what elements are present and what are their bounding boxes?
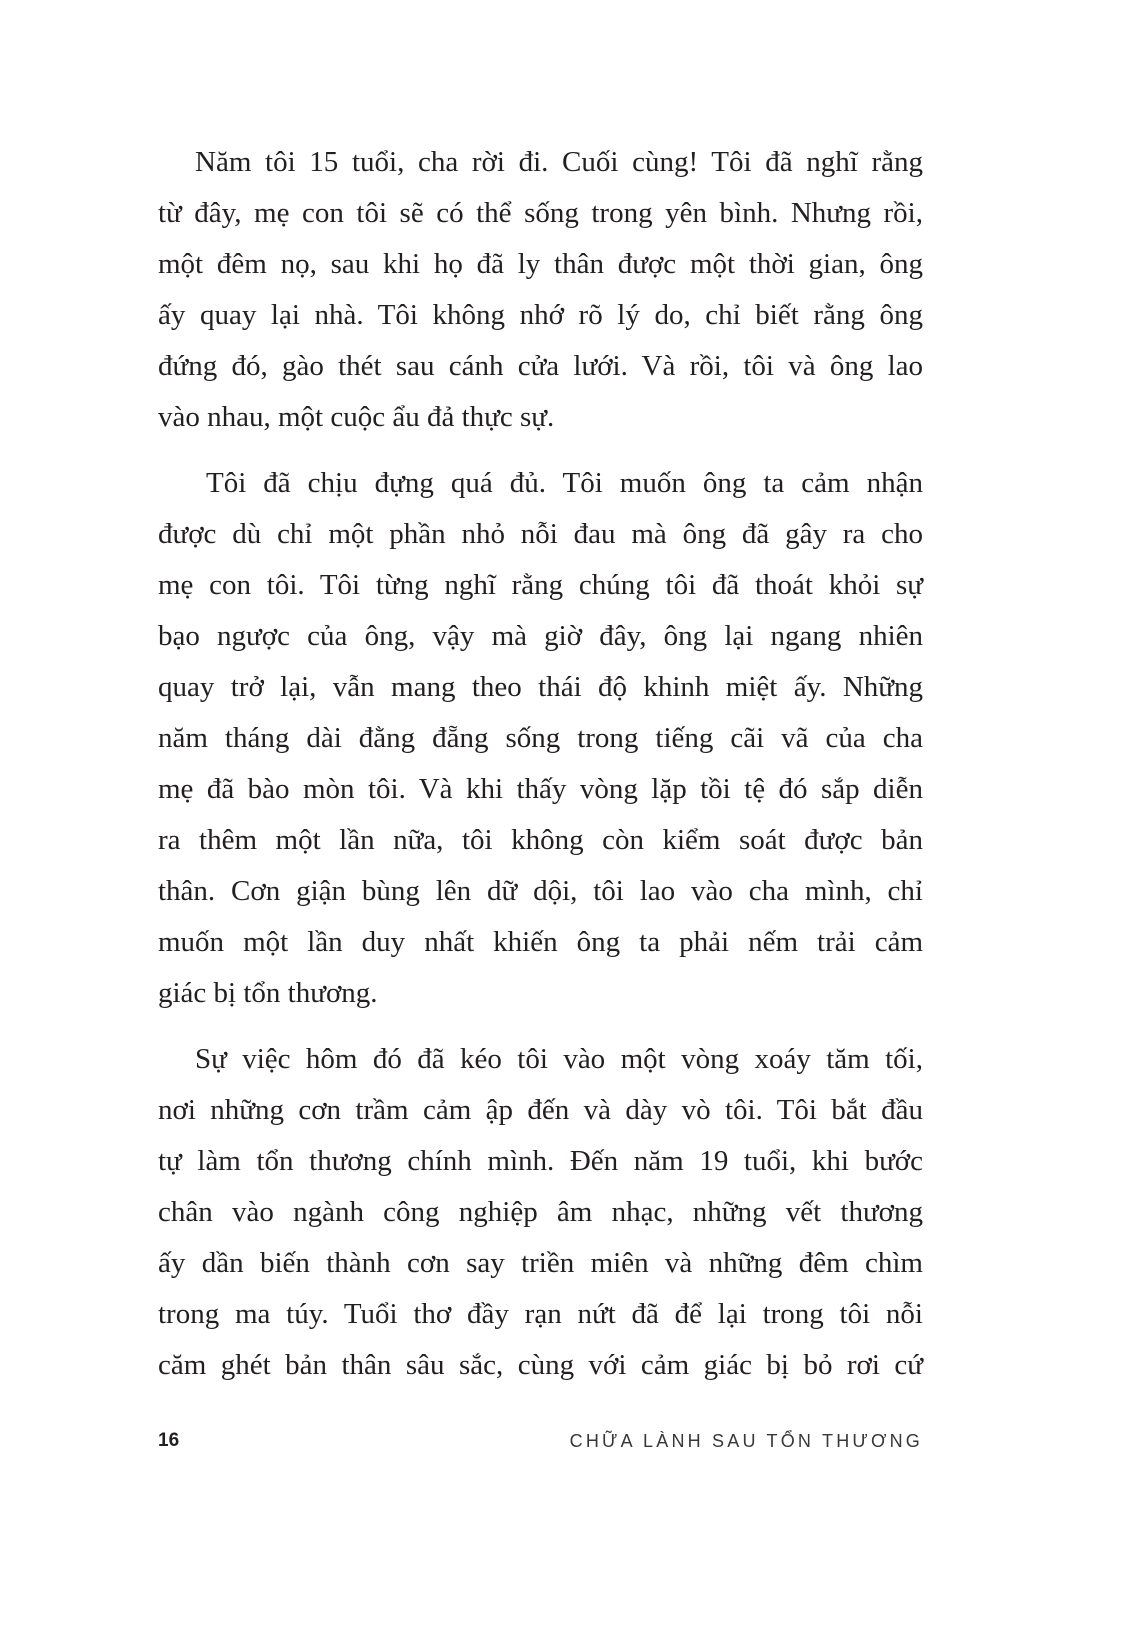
text-line: thân. Cơn giận bùng lên dữ dội, tôi lao vào cha mình, chỉ bbox=[158, 875, 923, 907]
text-line: năm tháng dài đằng đẵng sống trong tiếng cãi vã của cha bbox=[158, 722, 923, 754]
text-line: Sự việc hôm đó đã kéo tôi vào một vòng xoáy tăm tối, bbox=[195, 1043, 923, 1075]
running-title: CHỮA LÀNH SAU TỔN THƯƠNG bbox=[569, 1430, 923, 1451]
text-line: ấy quay lại nhà. Tôi không nhớ rõ lý do, chỉ biết rằng ông bbox=[158, 299, 923, 331]
paragraph-1 bbox=[158, 137, 923, 443]
text-line: ấy dần biến thành cơn say triền miên và những đêm chìm bbox=[158, 1247, 923, 1279]
text-line: vào nhau, một cuộc ẩu đả thực sự. bbox=[158, 401, 555, 433]
paragraph-3 bbox=[158, 1034, 923, 1391]
text-line: đứng đó, gào thét sau cánh cửa lưới. Và rồi, tôi và ông lao bbox=[158, 350, 923, 382]
text-line: căm ghét bản thân sâu sắc, cùng với cảm giác bị bỏ rơi cứ bbox=[158, 1349, 923, 1381]
text-line: từ đây, mẹ con tôi sẽ có thể sống trong yên bình. Nhưng rồi, bbox=[158, 197, 923, 229]
text-line: một đêm nọ, sau khi họ đã ly thân được một thời gian, ông bbox=[158, 248, 923, 280]
text-line: mẹ con tôi. Tôi từng nghĩ rằng chúng tôi đã thoát khỏi sự bbox=[158, 569, 923, 601]
text-line: chân vào ngành công nghiệp âm nhạc, những vết thương bbox=[158, 1196, 923, 1228]
text-line: muốn một lần duy nhất khiến ông ta phải nếm trải cảm bbox=[158, 926, 923, 958]
text-line: ra thêm một lần nữa, tôi không còn kiểm soát được bản bbox=[158, 824, 923, 856]
text-line: trong ma túy. Tuổi thơ đầy rạn nứt đã để lại trong tôi nỗi bbox=[158, 1298, 923, 1330]
page-footer bbox=[158, 1426, 923, 1456]
text-line: bạo ngược của ông, vậy mà giờ đây, ông lại ngang nhiên bbox=[158, 620, 923, 652]
text-line: giác bị tổn thương. bbox=[158, 977, 378, 1009]
text-line: nơi những cơn trầm cảm ập đến và dày vò tôi. Tôi bắt đầu bbox=[158, 1094, 923, 1126]
text-line: được dù chỉ một phần nhỏ nỗi đau mà ông đã gây ra cho bbox=[158, 518, 923, 550]
text-line: Năm tôi 15 tuổi, cha rời đi. Cuối cùng! Tôi đã nghĩ rằng bbox=[195, 146, 923, 178]
text-line: quay trở lại, vẫn mang theo thái độ khinh miệt ấy. Những bbox=[158, 671, 923, 703]
page-number: 16 bbox=[158, 1430, 180, 1451]
page-body bbox=[158, 137, 923, 1391]
text-line: tự làm tổn thương chính mình. Đến năm 19 tuổi, khi bước bbox=[158, 1145, 923, 1177]
text-line: Tôi đã chịu đựng quá đủ. Tôi muốn ông ta cảm nhận bbox=[206, 467, 923, 499]
text-line: mẹ đã bào mòn tôi. Và khi thấy vòng lặp tồi tệ đó sắp diễn bbox=[158, 773, 923, 805]
paragraph-2 bbox=[158, 458, 923, 1019]
